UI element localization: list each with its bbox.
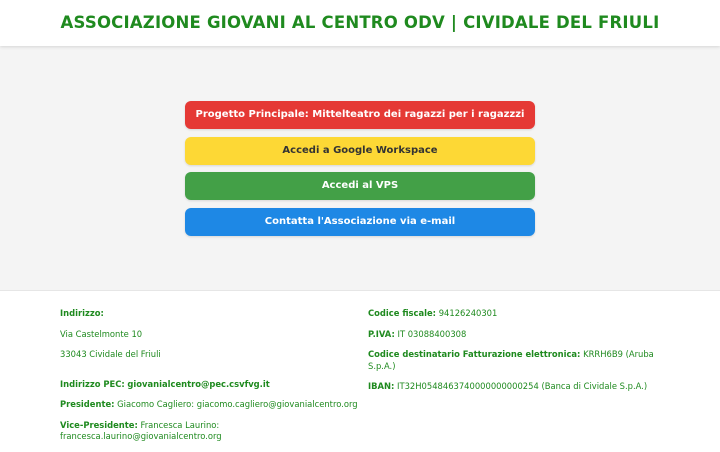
e-invoice-value: KRRH6B9 (Aruba S.p.A.) [368, 349, 654, 371]
site-footer [0, 290, 720, 451]
footer-right-column [368, 308, 668, 402]
vice-president-label: Vice-Presidente: [60, 419, 138, 430]
pec-row [60, 379, 360, 391]
page-title: ASSOCIAZIONE GIOVANI AL CENTRO ODV | CIVIDALE DEL FRIULI [60, 13, 660, 32]
vat-label: P.IVA: [368, 328, 395, 339]
iban-label: IBAN: [368, 381, 395, 391]
project-button[interactable]: Progetto Principale: Mittelteatro dei ragazzi per i ragazzzi [185, 101, 535, 129]
iban-value: IT32H0548463740000000000254 (Banca di Cividale S.p.A.) [397, 381, 648, 391]
e-invoice-label: Codice destinatario Fatturazione elettronica: [368, 349, 581, 359]
footer-left-column [60, 308, 360, 452]
address-heading: Indirizzo: [60, 308, 104, 318]
google-workspace-button[interactable]: Accedi a Google Workspace [185, 137, 535, 165]
pec-label: Indirizzo PEC: [60, 378, 125, 389]
address-line-1: Via Castelmonte 10 [60, 328, 143, 339]
iban-row [368, 381, 668, 393]
e-invoice-row [368, 349, 668, 372]
main-content [0, 46, 720, 290]
fiscal-code-value: 94126240301 [438, 308, 498, 318]
president-value: Giacomo Cagliero: giacomo.cagliero@giovanialcentro.org [117, 399, 358, 409]
president-row [60, 399, 360, 411]
site-header [0, 0, 720, 46]
fiscal-code-row [368, 308, 668, 320]
address-line-2: 33043 Cividale del Friuli [60, 349, 161, 359]
president-label: Presidente: [60, 399, 115, 409]
vat-value: IT 03088400308 [397, 328, 467, 339]
vice-president-row [60, 420, 360, 443]
fiscal-code-label: Codice fiscale: [368, 308, 437, 318]
vat-row [368, 329, 668, 341]
contact-email-button[interactable]: Contatta l'Associazione via e-mail [185, 208, 535, 236]
vps-button[interactable]: Accedi al VPS [185, 172, 535, 200]
pec-value: giovanialcentro@pec.csvfvg.it [127, 378, 270, 389]
vice-president-value: Francesca Laurino: francesca.laurino@giovanialcentro.org [60, 419, 222, 441]
